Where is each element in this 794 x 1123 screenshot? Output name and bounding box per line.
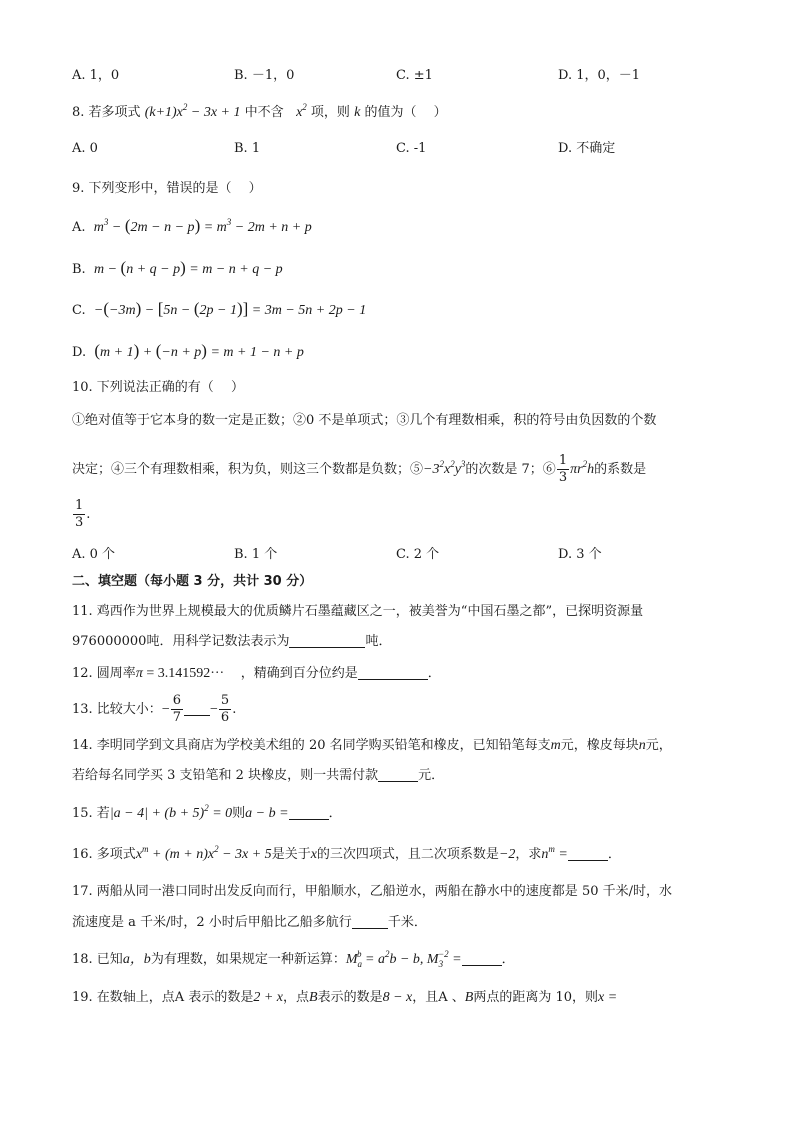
q14-n: n xyxy=(638,738,646,753)
q11-line2 xyxy=(72,632,391,652)
q16-b: 是关于 xyxy=(271,847,311,862)
q8-stem xyxy=(72,103,447,123)
q9-option-c xyxy=(72,299,366,321)
q16-line xyxy=(72,845,621,865)
q14-line1b: 元，橡皮每块 xyxy=(560,738,639,753)
q8-option-d: D. 不确定 xyxy=(558,141,616,156)
q14-line1 xyxy=(72,736,672,756)
q8-var: k xyxy=(354,105,361,120)
q17-line2a: 流速度是 a 千米/时，2 小时后甲船比乙船多航行 xyxy=(72,915,352,930)
q10-frac-num: 1 xyxy=(558,453,568,468)
q16-c: 的三次四项式，且二次项系数是 xyxy=(316,847,499,862)
q8-option-c: C. -1 xyxy=(396,141,427,156)
q7-option-a: A. 1，0 xyxy=(72,68,120,83)
q11-line2a: 976000000吨．用科学记数法表示为 xyxy=(72,634,290,649)
q9-option-a-label: A. xyxy=(72,220,86,235)
q16-expr: $x^m + (m + n)x^2 - 3x + 5$ xyxy=(135,844,272,862)
q8-middle: 中不含 xyxy=(244,105,284,120)
q15-expr2: a − b = xyxy=(245,806,289,821)
q8-option-b: B. 1 xyxy=(234,141,261,156)
q16-answer-blank[interactable] xyxy=(568,846,608,861)
q15-b: 则 xyxy=(232,806,246,821)
q18-answer-blank[interactable] xyxy=(462,951,502,966)
q14-line1c: 元， xyxy=(645,738,672,753)
q10-line3 xyxy=(72,498,90,531)
q11-line1: 11. 鸡西作为世界上规模最大的优质鳞片石墨蕴藏区之一，被美誉为“中国石墨之都”，已探明资源量 xyxy=(72,604,644,619)
q10-option-d: D. 3 个 xyxy=(558,547,602,562)
q19-b: ，点 xyxy=(283,990,310,1005)
q14-line2 xyxy=(72,766,444,786)
q19-c: 表示的数是 xyxy=(317,990,383,1005)
q16-coef: −2 xyxy=(498,847,516,862)
q12-line xyxy=(72,664,441,684)
q16-expr2: $n^m$ = xyxy=(541,844,568,862)
q10-line2a: 决定；④三个有理数相乘，积为负，则这三个数都是负数；⑤ xyxy=(72,462,424,477)
q10-option-c: C. 2 个 xyxy=(396,547,440,562)
section-2-heading: 二、填空题（每小题 3 分，共计 30 分） xyxy=(72,574,313,589)
q16-d: ，求 xyxy=(515,847,542,862)
q19-B2: B xyxy=(464,990,474,1005)
q19-line xyxy=(72,988,617,1008)
q12-b: ，精确到百分位约是 xyxy=(240,666,358,681)
q18-c: ． xyxy=(501,952,515,967)
q10-stem: 10. 下列说法正确的有（ ） xyxy=(72,380,244,395)
q7-option-b: B. －1，0 xyxy=(234,68,295,83)
q9-option-c-label: C. xyxy=(72,303,86,318)
q15-expr: $|a - 4| + (b + 5)^2 = 0$ xyxy=(109,803,233,821)
q14-line2b: 元． xyxy=(418,768,445,783)
q11-answer-blank[interactable] xyxy=(289,633,365,648)
q10-line2b: 的次数是 7；⑥ xyxy=(465,462,556,477)
q19-e: 两点的距离为 10，则 xyxy=(473,990,599,1005)
q8-suffix: 的值为（ ） xyxy=(364,105,447,120)
q9-option-d-label: D. xyxy=(72,345,87,360)
q9-option-d xyxy=(72,341,304,363)
q7-option-d: D. 1，0，－1 xyxy=(558,68,641,83)
q13-frac-2 xyxy=(219,693,231,726)
q19-a: 19. 在数轴上，点A 表示的数是 xyxy=(72,990,254,1005)
q13-frac2-den: 6 xyxy=(220,710,230,725)
q16-e: ． xyxy=(607,847,621,862)
q18-a: 18. 已知 xyxy=(72,952,123,967)
q10-expr-1: $-3^2x^2y^3$ xyxy=(423,459,466,477)
q19-e2: 8 − x xyxy=(382,990,413,1005)
q10-line2 xyxy=(72,453,646,486)
q16-x: x xyxy=(310,847,317,862)
q9-stem: 9. 下列变形中，错误的是（ ） xyxy=(72,181,262,196)
q11-line2b: 吨． xyxy=(365,634,392,649)
q17-line2 xyxy=(72,913,427,933)
q17-answer-blank[interactable] xyxy=(352,914,388,929)
q12-expr: π = 3.141592··· xyxy=(135,666,225,681)
q18-line xyxy=(72,950,515,974)
q13-frac2-num: 5 xyxy=(220,693,230,708)
q15-a: 15. 若 xyxy=(72,806,110,821)
q9-option-b-math: m − (n + q − p) = m − n + q − p xyxy=(93,258,283,277)
q15-c: ． xyxy=(328,806,342,821)
q9-option-a xyxy=(72,216,312,238)
q14-m: m xyxy=(550,738,561,753)
q12-c: ． xyxy=(427,666,441,681)
q10-fraction xyxy=(557,453,569,486)
q13-end: . xyxy=(232,702,237,717)
q19-e3: x = xyxy=(598,990,618,1005)
q15-answer-blank[interactable] xyxy=(289,805,329,820)
q8-term: $x^2$ xyxy=(296,102,307,120)
q13-frac1-den: 7 xyxy=(172,710,181,725)
q10-line3-den: 3 xyxy=(75,515,84,530)
q10-option-a: A. 0 个 xyxy=(72,547,116,562)
q8-middle2: 项，则 xyxy=(310,105,350,120)
q10-frac-den: 3 xyxy=(558,470,568,485)
q15-line xyxy=(72,804,342,824)
q10-option-b: B. 1 个 xyxy=(234,547,278,562)
q9-option-c-math: −(−3m) − [5n − (2p − 1)] = 3m − 5n + 2p − 1 xyxy=(93,299,367,318)
q10-line3-num: 1 xyxy=(75,498,84,513)
q14-line2a: 若给每名同学买 3 支铅笔和 2 块橡皮，则一共需付款 xyxy=(72,768,379,783)
q7-option-c: C. ±1 xyxy=(396,68,433,83)
q10-line2c: 的系数是 xyxy=(594,462,647,477)
q9-option-b xyxy=(72,258,283,280)
q8-option-a: A. 0 xyxy=(72,141,98,156)
q12-a: 12. 圆周率 xyxy=(72,666,136,681)
q13-line: 13. 比较大小：− $\frac{6}{7}$ − $\frac{5}{6}$ . xyxy=(72,693,237,725)
q18-ab: a，b xyxy=(122,952,151,967)
q10-line1: ①绝对值等于它本身的数一定是正数；②0 不是单项式；③几个有理数相乘，积的符号由负因数的个数 xyxy=(72,413,657,428)
q14-answer-blank[interactable] xyxy=(378,767,418,782)
q19-e1: 2 + x xyxy=(253,990,283,1005)
q18-definition: $M_a^b = a^2b - b$, $M_3^{-2}$ = xyxy=(345,949,462,969)
q8-expression: $(k+1)x^2 - 3x + 1$ xyxy=(144,102,241,120)
q17-line2b: 千米． xyxy=(387,915,427,930)
q13-frac-1 xyxy=(171,693,183,726)
q13-answer-blank[interactable] xyxy=(184,701,210,716)
q19-d: ，且A 、 xyxy=(412,990,465,1005)
q12-answer-blank[interactable] xyxy=(358,665,428,680)
q10-expr-2: $\pi r^2h$ xyxy=(570,459,595,477)
q16-a: 16. 多项式 xyxy=(72,847,136,862)
q10-line3-end: . xyxy=(86,507,91,522)
q13-frac1-num: 6 xyxy=(172,693,181,708)
q10-line3-fraction xyxy=(73,498,85,531)
q8-prefix: 8. 若多项式 xyxy=(72,105,141,120)
q13-a: 13. 比较大小： xyxy=(72,702,162,717)
q17-line1: 17. 两船从同一港口同时出发反向而行，甲船顺水，乙船逆水，两船在静水中的速度都是 50 千米/时，水 xyxy=(72,884,672,899)
q9-option-a-math: $m^3 - (2m - n - p) = m^3 - 2m + n + p$ xyxy=(93,216,312,235)
q19-B: B xyxy=(309,990,318,1005)
q14-line1a: 14. 李明同学到文具商店为学校美术组的 20 名同学购买铅笔和橡皮，已知铅笔每支 xyxy=(72,738,551,753)
q18-b: 为有理数，如果规定一种新运算： xyxy=(150,952,346,967)
q9-option-d-math: (m + 1) + (−n + p) = m + 1 − n + p xyxy=(94,341,304,360)
q9-option-b-label: B. xyxy=(72,262,86,277)
